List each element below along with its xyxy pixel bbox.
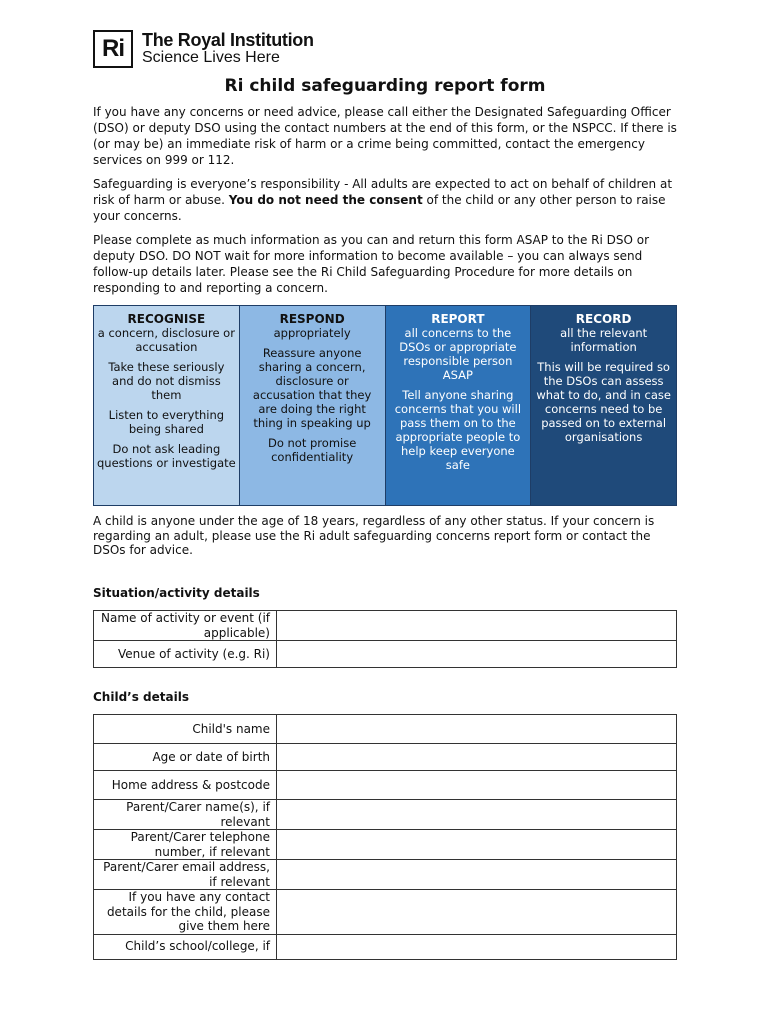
column-text: Tell anyone sharing concerns that you will pass them on to the appropriate people to help keep everyone safe [394,388,522,472]
home-address-field[interactable] [277,771,677,800]
table-row [94,715,677,744]
table-row [94,934,677,959]
column-heading: REPORT [431,312,485,326]
situation-table [93,610,677,668]
column-text: a concern, disclosure or accusation [97,326,235,354]
intro-paragraph-1: If you have any concerns or need advice, please call either the Designated Safeguarding Officer (DSO) or deputy DSO using the contact numbers at the end of this form, or the NSPCC. If there is (or may be) an immediate risk of harm or a crime being committed, contact the emergency services on 999 or 112. [93,105,677,167]
child-details-table [93,714,677,960]
four-r-grid [93,305,677,506]
ri-logo [93,30,314,68]
recognise-column [94,306,240,505]
school-college-field[interactable] [277,934,677,959]
situation-section-heading: Situation/activity details [93,586,260,600]
intro-paragraph-3: Please complete as much information as you can and return this form ASAP to the Ri DSO or deputy DSO. DO NOT wait for more information to become available – you can always send follow-up details later. Please see the Ri Child Safeguarding Procedure for more details on responding to and reporting a concern. [93,233,650,295]
child-definition-note: A child is anyone under the age of 18 years, regardless of any other status. If your concern is regarding an adult, please use the Ri adult safeguarding concerns report form or contact the DSOs for advice. [93,514,655,557]
table-row [94,830,677,860]
logo-tagline: Science Lives Here [142,49,280,66]
activity-name-field[interactable] [277,611,677,641]
table-row [94,641,677,668]
column-text: Do not ask leading questions or investigate [97,442,236,470]
page-title: Ri child safeguarding report form [224,76,546,96]
ri-logo-mark: Ri [93,30,133,68]
parent-email-field[interactable] [277,860,677,890]
table-row [94,611,677,641]
table-row [94,890,677,935]
field-label: Child's name [94,715,277,744]
venue-field[interactable] [277,641,677,668]
field-label: Home address & postcode [94,771,277,800]
parent-phone-field[interactable] [277,830,677,860]
field-label: Parent/Carer telephone number, if relevant [94,830,277,860]
logo-text [142,31,314,67]
age-dob-field[interactable] [277,744,677,771]
table-row [94,800,677,830]
child-name-field[interactable] [277,715,677,744]
field-label: Child’s school/college, if [94,934,277,959]
parent-name-field[interactable] [277,800,677,830]
report-column [386,306,532,505]
field-label: Name of activity or event (if applicable) [94,611,277,641]
column-text: all concerns to the DSOs or appropriate responsible person ASAP [399,326,517,382]
respond-column [240,306,386,505]
table-row [94,744,677,771]
table-row [94,860,677,890]
column-heading: RECORD [575,312,632,326]
child-section-heading: Child’s details [93,690,189,704]
column-text: Take these seriously and do not dismiss them [108,360,225,402]
field-label: Parent/Carer name(s), if relevant [94,800,277,830]
field-label: Age or date of birth [94,744,277,771]
intro-p2-text-end: of the child or any other person to raise your concerns. [93,193,666,223]
field-label: Parent/Carer email address, if relevant [94,860,277,890]
column-text: all the relevant information [560,326,648,354]
column-text: Do not promise confidentiality [267,436,357,464]
intro-p2-bold: You do not need the consent [228,193,423,207]
field-label: Venue of activity (e.g. Ri) [94,641,277,668]
logo-name: The Royal Institution [142,30,314,50]
column-text: appropriately [273,326,351,340]
record-column [531,306,676,505]
column-heading: RESPOND [279,312,345,326]
column-text: Listen to everything being shared [108,408,225,436]
field-label: If you have any contact details for the child, please give them here [94,890,277,935]
column-text: Reassure anyone sharing a concern, disclosure or accusation that they are doing the right thing in speaking up [252,346,372,430]
intro-paragraph-2 [93,176,683,224]
column-text: This will be required so the DSOs can assess what to do, and in case concerns need to be passed on to external organisations [536,360,671,444]
column-heading: RECOGNISE [127,312,206,326]
table-row [94,771,677,800]
child-contact-field[interactable] [277,890,677,935]
intro-p2-text: Safeguarding is everyone’s responsibility - All adults are expected to act on behalf of children at risk of harm or abuse. [93,177,673,207]
